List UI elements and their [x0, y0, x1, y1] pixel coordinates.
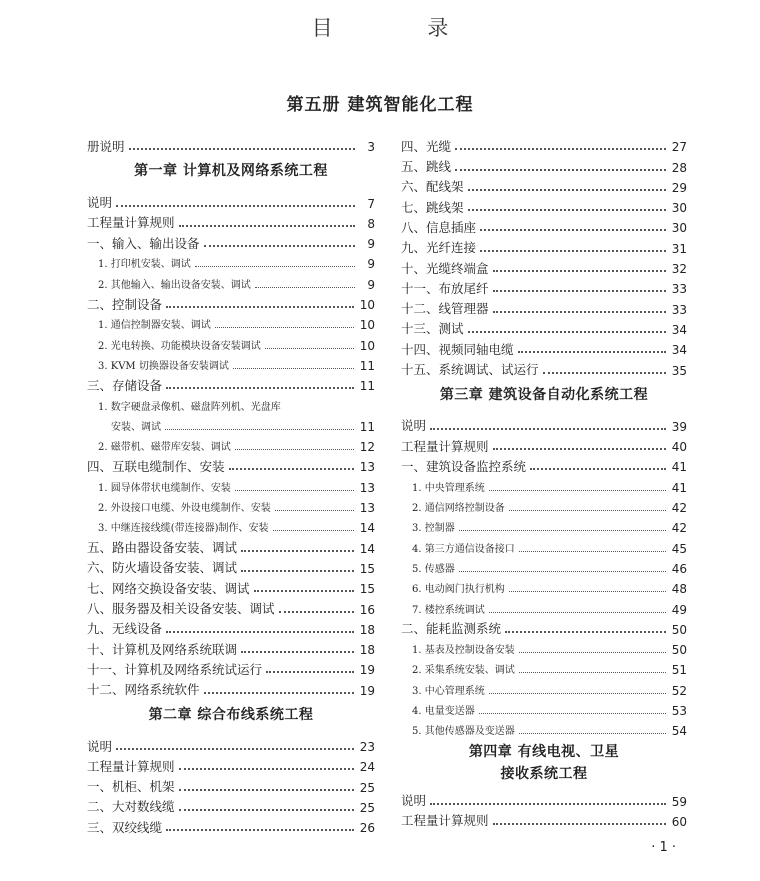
- volume-title: 第五册 建筑智能化工程: [286, 95, 474, 115]
- leader-dots: [166, 631, 354, 633]
- toc-entry[interactable]: [87, 616, 375, 636]
- toc-entry-page: 9: [367, 277, 375, 291]
- page-title: 目 录: [311, 16, 493, 40]
- toc-entry-label: 6. 电动阀门执行机构: [412, 584, 505, 596]
- leader-dots: [468, 189, 666, 191]
- toc-entry[interactable]: [87, 753, 375, 773]
- leader-dots: [479, 713, 666, 714]
- toc-left-column: [87, 133, 375, 834]
- toc-right-column: [401, 133, 687, 828]
- toc-entry-label: 一、建筑设备监控系统: [401, 458, 527, 474]
- toc-entry-page: 32: [671, 262, 687, 276]
- toc-entry[interactable]: [401, 336, 687, 356]
- toc-entry-label: 1. 打印机安装、调试: [98, 259, 191, 271]
- leader-dots: [455, 169, 666, 171]
- toc-entry-label: 十一、计算机及网络系统试运行: [87, 661, 263, 677]
- toc-entry-label: 2. 光电转换、功能模块设备安装调试: [98, 340, 261, 352]
- toc-entry-page: 40: [671, 440, 687, 454]
- toc-entry-page: 25: [359, 780, 375, 794]
- toc-subentry[interactable]: [87, 331, 375, 351]
- leader-dots: [116, 205, 355, 207]
- toc-entry-label: 十一、布放尾纤: [401, 280, 489, 296]
- leader-dots: [518, 351, 666, 353]
- toc-entry-label: 九、光纤连接: [401, 240, 477, 255]
- leader-dots: [166, 829, 354, 831]
- toc-entry-label: 3. KVM 切换器设备安装调试: [98, 360, 229, 372]
- toc-entry-label: 3. 中心管理系统: [412, 685, 485, 697]
- leader-dots: [195, 266, 355, 267]
- toc-entry-page: 18: [359, 622, 375, 636]
- toc-entry-page: 9: [367, 237, 375, 251]
- toc-entry-page: 28: [671, 160, 687, 174]
- toc-subentry[interactable]: [87, 392, 375, 412]
- leader-dots: [430, 803, 666, 805]
- toc-entry-label: 十、计算机及网络系统联调: [87, 641, 238, 657]
- toc-entry-page: 41: [671, 460, 687, 474]
- leader-dots: [493, 448, 666, 450]
- toc-entry[interactable]: [87, 676, 375, 696]
- toc-subentry[interactable]: [401, 676, 687, 696]
- leader-dots: [166, 306, 354, 308]
- toc-entry[interactable]: [87, 453, 375, 473]
- toc-entry-label: 工程量计算规则: [401, 438, 489, 454]
- toc-subentry[interactable]: [401, 494, 687, 514]
- leader-dots: [179, 225, 355, 227]
- toc-entry[interactable]: [87, 189, 375, 209]
- toc-entry-label: 十五、系统调试、试运行: [401, 362, 539, 377]
- toc-entry-page: 60: [671, 814, 687, 828]
- toc-entry-label: 3. 控制器: [412, 523, 455, 535]
- toc-entry-label: 二、大对数线缆: [87, 799, 175, 814]
- toc-entry-label: 六、防火墙设备安装、调试: [87, 560, 238, 575]
- toc-entry[interactable]: [87, 210, 375, 230]
- chapter-heading: [87, 153, 375, 189]
- leader-dots: [509, 510, 666, 511]
- leader-dots: [459, 530, 666, 531]
- toc-entry-label: 二、控制设备: [87, 296, 163, 312]
- toc-entry-label: 4. 电量变送器: [412, 706, 475, 718]
- toc-entry-page: 26: [359, 821, 375, 835]
- toc-entry-page: 18: [359, 643, 375, 657]
- toc-entry-page: 27: [671, 140, 687, 154]
- toc-entry-label: 7. 楼控系统调试: [412, 604, 485, 616]
- toc-entry-label: 七、网络交换设备安装、调试: [87, 580, 250, 596]
- toc-entry[interactable]: [401, 214, 687, 234]
- leader-dots: [275, 510, 354, 511]
- leader-dots: [165, 429, 354, 430]
- toc-entry-page: 10: [359, 338, 375, 352]
- toc-entry[interactable]: [401, 194, 687, 214]
- toc-entry[interactable]: [401, 316, 687, 336]
- leader-dots: [179, 768, 354, 770]
- toc-entry-page: 30: [671, 201, 687, 215]
- toc-entry[interactable]: [401, 174, 687, 194]
- toc-entry-label: 九、无线设备: [87, 621, 163, 636]
- toc-entry-page: 14: [359, 541, 375, 555]
- toc-entry-label: 十二、网络系统软件: [87, 682, 200, 697]
- toc-entry-label: 八、信息插座: [401, 219, 477, 235]
- leader-dots: [116, 748, 354, 750]
- toc-entry-page: 42: [671, 501, 687, 515]
- toc-entry[interactable]: [87, 733, 375, 753]
- toc-entry-label: 八、服务器及相关设备安装、调试: [87, 601, 275, 616]
- toc-subentry[interactable]: [401, 656, 687, 676]
- toc-subentry[interactable]: [87, 270, 375, 290]
- toc-entry-page: 42: [671, 521, 687, 535]
- toc-entry-page: 39: [671, 419, 687, 433]
- leader-dots: [493, 270, 666, 272]
- leader-dots: [509, 591, 666, 592]
- leader-dots: [179, 809, 354, 811]
- toc-entry[interactable]: [87, 291, 375, 311]
- toc-entry-page: 24: [359, 760, 375, 774]
- toc-entry-page: 50: [671, 643, 687, 657]
- leader-dots: [489, 612, 666, 613]
- toc-entry[interactable]: [87, 794, 375, 814]
- toc-entry-page: 14: [359, 521, 375, 535]
- toc-entry[interactable]: [87, 372, 375, 392]
- leader-dots: [241, 550, 354, 552]
- toc-entry-page: 13: [359, 501, 375, 515]
- chapter-heading-text: 第三章 建筑设备自动化系统工程: [439, 386, 649, 403]
- leader-dots: [468, 331, 666, 333]
- toc-entry-label: 1. 通信控制器安装、调试: [98, 320, 211, 332]
- toc-subentry[interactable]: [401, 636, 687, 656]
- toc-subentry[interactable]: [87, 514, 375, 534]
- toc-entry[interactable]: [401, 453, 687, 473]
- toc-entry-label: 三、双绞线缆: [87, 819, 163, 835]
- toc-entry-page: 23: [359, 740, 375, 754]
- leader-dots: [166, 387, 354, 389]
- toc-entry[interactable]: [401, 356, 687, 376]
- toc-entry-page: 29: [671, 180, 687, 194]
- toc-entry-label: 四、互联电缆制作、安装: [87, 458, 225, 474]
- toc-entry-label: 工程量计算规则: [87, 758, 175, 774]
- toc-entry[interactable]: [87, 555, 375, 575]
- toc-entry-label: 十三、测试: [401, 321, 464, 336]
- toc-entry-label: 4. 第三方通信设备接口: [412, 543, 515, 555]
- toc-entry-label: 十二、线管理器: [401, 301, 489, 316]
- leader-dots: [430, 428, 666, 430]
- leader-dots: [493, 290, 666, 292]
- chapter-heading: [401, 377, 687, 413]
- toc-entry-page: 52: [671, 683, 687, 697]
- toc-subentry[interactable]: [87, 494, 375, 514]
- toc-entry-page: 11: [359, 379, 375, 393]
- leader-dots: [235, 490, 354, 491]
- toc-entry-page: 10: [359, 318, 375, 332]
- toc-subentry[interactable]: [87, 311, 375, 331]
- toc-entry-page: 7: [367, 196, 375, 210]
- toc-entry[interactable]: [87, 636, 375, 656]
- chapter-heading: [401, 737, 687, 787]
- toc-entry-label: 2. 磁带机、磁带库安装、调试: [98, 442, 231, 454]
- toc-entry[interactable]: [401, 275, 687, 295]
- leader-dots: [493, 311, 666, 313]
- toc-entry-page: 51: [671, 663, 687, 677]
- toc-entry-page: 48: [671, 582, 687, 596]
- toc-entry-page: 30: [671, 221, 687, 235]
- toc-entry-page: 9: [367, 257, 375, 271]
- leader-dots: [519, 652, 666, 653]
- toc-entry-page: 34: [671, 322, 687, 336]
- toc-entry[interactable]: [401, 808, 687, 828]
- leader-dots: [235, 449, 354, 450]
- leader-dots: [273, 530, 354, 531]
- toc-entry-page: 13: [359, 460, 375, 474]
- toc-entry[interactable]: [87, 814, 375, 834]
- toc-entry[interactable]: [401, 787, 687, 807]
- toc-entry-page: 12: [359, 440, 375, 454]
- leader-dots: [455, 148, 666, 150]
- toc-entry-page: 11: [359, 419, 375, 433]
- toc-subentry[interactable]: [87, 473, 375, 493]
- toc-entry-page: 33: [671, 282, 687, 296]
- toc-entry[interactable]: [401, 413, 687, 433]
- toc-subentry[interactable]: [401, 514, 687, 534]
- leader-dots: [204, 692, 354, 694]
- toc-entry-label: 安装、调试: [111, 421, 161, 433]
- toc-entry[interactable]: [87, 575, 375, 595]
- toc-entry-label: 十、光缆终端盒: [401, 260, 489, 276]
- toc-subentry[interactable]: [401, 697, 687, 717]
- leader-dots: [480, 229, 666, 231]
- toc-entry-page: 10: [359, 298, 375, 312]
- toc-entry[interactable]: [87, 595, 375, 615]
- leader-dots: [215, 327, 354, 328]
- toc-subentry[interactable]: [87, 352, 375, 372]
- toc-entry-label: 一、机柜、机架: [87, 779, 175, 794]
- leader-dots: [179, 789, 354, 791]
- leader-dots: [233, 368, 354, 369]
- toc-entry-label: 工程量计算规则: [401, 813, 489, 828]
- toc-entry-page: 15: [359, 561, 375, 575]
- leader-dots: [505, 631, 666, 633]
- toc-entry-page: 25: [359, 800, 375, 814]
- toc-entry-label: 四、光缆: [401, 138, 452, 154]
- toc-entry-label: 2. 其他输入、输出设备安装、调试: [98, 279, 251, 291]
- leader-dots: [241, 570, 354, 572]
- toc-entry[interactable]: [87, 773, 375, 793]
- toc-entry-label: 工程量计算规则: [87, 215, 175, 230]
- toc-entry[interactable]: [401, 616, 687, 636]
- toc-entry-page: 8: [367, 216, 375, 230]
- toc-subentry[interactable]: [87, 433, 375, 453]
- toc-entry[interactable]: [87, 133, 375, 153]
- leader-dots: [241, 651, 354, 653]
- toc-entry[interactable]: [401, 255, 687, 275]
- toc-entry-label: 5. 传感器: [412, 563, 455, 575]
- leader-dots: [266, 671, 354, 673]
- toc-entry-label: 七、跳线架: [401, 199, 464, 215]
- toc-entry-page: 11: [359, 358, 375, 372]
- toc-entry[interactable]: [87, 656, 375, 676]
- toc-entry-page: 50: [671, 622, 687, 636]
- toc-entry-label: 三、存储设备: [87, 377, 163, 393]
- toc-entry-label: 说明: [87, 195, 113, 210]
- toc-entry-label: 说明: [401, 793, 427, 808]
- toc-subentry[interactable]: [87, 250, 375, 270]
- toc-entry-label: 1. 基表及控制设备安装: [412, 645, 515, 657]
- toc-entry-label: 2. 通信网络控制设备: [412, 503, 505, 515]
- toc-entry-page: 54: [671, 724, 687, 738]
- leader-dots: [468, 209, 666, 211]
- leader-dots: [489, 490, 666, 491]
- toc-entry-page: 34: [671, 343, 687, 357]
- toc-entry-page: 31: [671, 241, 687, 255]
- toc-subentry[interactable]: [401, 534, 687, 554]
- toc-entry-label: 说明: [87, 738, 113, 754]
- toc-entry-page: 16: [359, 602, 375, 616]
- leader-dots: [229, 468, 354, 470]
- toc-subentry[interactable]: [401, 717, 687, 737]
- chapter-heading-text: 第四章 有线电视、卫星: [468, 744, 620, 761]
- leader-dots: [489, 693, 666, 694]
- chapter-heading: [87, 697, 375, 733]
- leader-dots: [519, 672, 666, 673]
- toc-entry-page: 46: [671, 561, 687, 575]
- toc-entry-page: 3: [367, 140, 375, 154]
- toc-entry[interactable]: [401, 433, 687, 453]
- toc-entry[interactable]: [87, 534, 375, 554]
- toc-entry-label: 说明: [401, 418, 427, 433]
- leader-dots: [129, 148, 355, 150]
- leader-dots: [279, 611, 354, 613]
- toc-entry-label: 2. 外设接口电缆、外设电缆制作、安装: [98, 503, 271, 515]
- toc-entry-page: 49: [671, 602, 687, 616]
- toc-entry-label: 五、跳线: [401, 159, 452, 174]
- toc-entry-label: 1. 中央管理系统: [412, 482, 485, 494]
- toc-entry-page: 41: [671, 480, 687, 494]
- leader-dots: [254, 590, 354, 592]
- leader-dots: [480, 250, 666, 252]
- leader-dots: [519, 551, 666, 552]
- toc-entry-page: 53: [671, 704, 687, 718]
- toc-entry[interactable]: [401, 153, 687, 173]
- page-number: · 1 ·: [651, 840, 676, 855]
- toc-entry-page: 19: [359, 683, 375, 697]
- leader-dots: [255, 287, 355, 288]
- toc-entry-label: 5. 其他传感器及变送器: [412, 726, 515, 738]
- leader-dots: [204, 245, 355, 247]
- toc-entry[interactable]: [401, 295, 687, 315]
- leader-dots: [265, 348, 354, 349]
- toc-subentry[interactable]: [401, 555, 687, 575]
- toc-entry-label: 册说明: [87, 138, 125, 154]
- leader-dots: [530, 468, 666, 470]
- chapter-heading-text: 第一章 计算机及网络系统工程: [134, 163, 328, 180]
- leader-dots: [519, 733, 666, 734]
- toc-entry-label: 十四、视频同轴电缆: [401, 341, 514, 357]
- leader-dots: [493, 823, 666, 825]
- toc-entry-label: 3. 中继连接线缆(带连接器)制作、安装: [98, 523, 269, 535]
- toc-entry[interactable]: [401, 133, 687, 153]
- toc-entry-page: 15: [359, 582, 375, 596]
- chapter-heading-text: 第二章 综合布线系统工程: [148, 706, 314, 723]
- toc-entry-label: 二、能耗监测系统: [401, 621, 502, 636]
- toc-entry-label: 五、路由器设备安装、调试: [87, 540, 238, 555]
- toc-subentry[interactable]: [401, 575, 687, 595]
- toc-subentry[interactable]: [401, 473, 687, 493]
- toc-entry-label: 一、输入、输出设备: [87, 235, 200, 251]
- toc-entry-label: 1. 圆导体带状电缆制作、安装: [98, 482, 231, 494]
- toc-subentry[interactable]: [401, 595, 687, 615]
- toc-entry-page: 59: [671, 794, 687, 808]
- toc-entry-page: 13: [359, 480, 375, 494]
- toc-entry-label: 2. 采集系统安装、调试: [412, 665, 515, 677]
- chapter-heading-text-line2: 接收系统工程: [500, 766, 588, 783]
- toc-entry-label: 1. 数字硬盘录像机、磁盘阵列机、光盘库: [98, 401, 281, 413]
- toc-entry-label: 六、配线架: [401, 179, 464, 194]
- toc-entry-page: 45: [671, 541, 687, 555]
- toc-entry-page: 35: [671, 363, 687, 377]
- leader-dots: [543, 372, 666, 374]
- toc-entry-page: 19: [359, 663, 375, 677]
- leader-dots: [459, 571, 666, 572]
- toc-subentry[interactable]: [87, 413, 375, 433]
- toc-entry-page: 33: [671, 302, 687, 316]
- toc-entry[interactable]: [401, 234, 687, 254]
- toc-entry[interactable]: [87, 230, 375, 250]
